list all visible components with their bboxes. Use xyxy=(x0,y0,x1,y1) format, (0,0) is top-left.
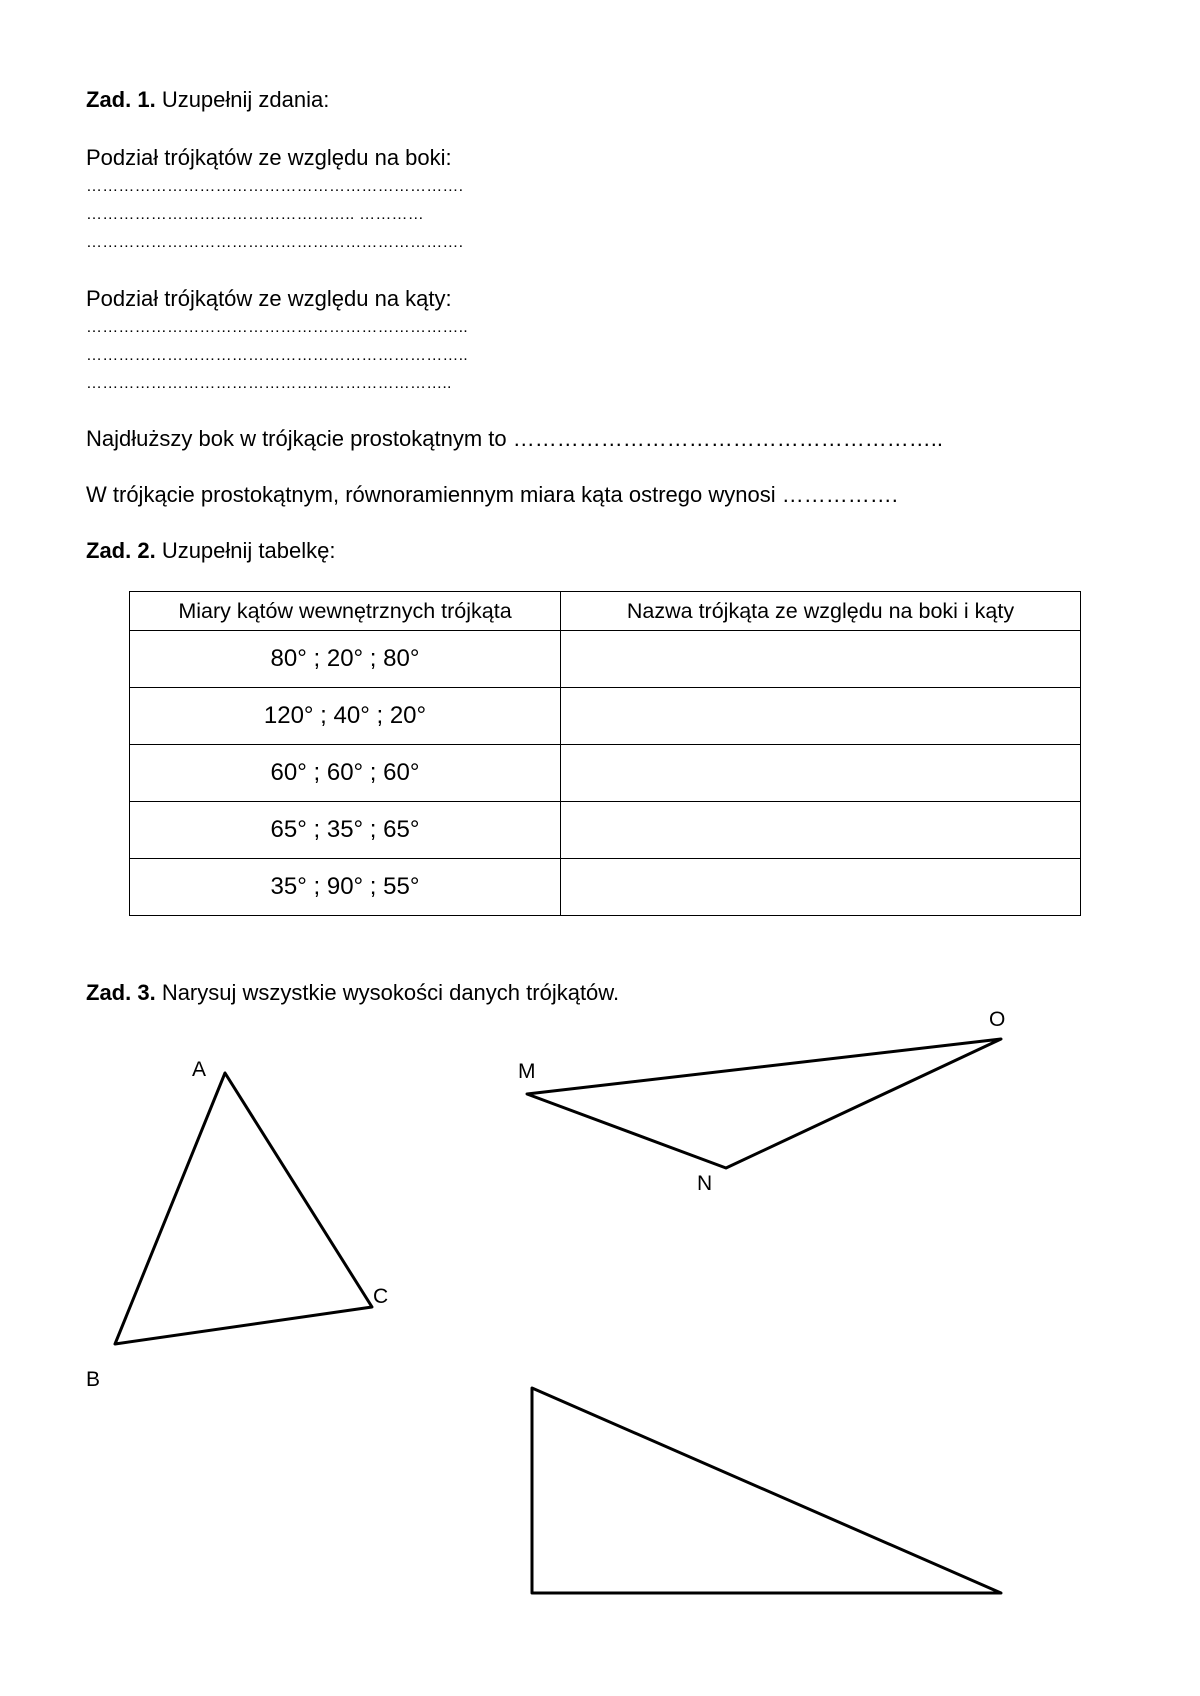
name-column-header: Nazwa trójkąta ze względu na boki i kąty xyxy=(561,592,1081,631)
angles-cell: 120° ; 40° ; 20° xyxy=(130,688,561,745)
angles-cell: 35° ; 90° ; 55° xyxy=(130,859,561,916)
vertex-label-n: N xyxy=(697,1172,713,1195)
task2-number: Zad. 2. xyxy=(86,538,156,563)
angles-cell: 65° ; 35° ; 65° xyxy=(130,802,561,859)
vertex-label-m: M xyxy=(518,1060,536,1083)
vertex-label-a: A xyxy=(192,1058,207,1081)
triangle-mno[interactable] xyxy=(527,1039,1001,1168)
task3-number: Zad. 3. xyxy=(86,980,156,1005)
longest-side-sentence[interactable]: Najdłuższy bok w trójkącie prostokątnym to ………………………………………………….. xyxy=(86,426,943,451)
task2-instruction: Uzupełnij tabelkę: xyxy=(161,538,336,563)
angles-question: Podział trójkątów ze względu na kąty: xyxy=(86,286,452,311)
angles-answer-line-1[interactable]: …………………………………………………………….. xyxy=(86,319,468,336)
task1-instruction: Uzupełnij zdania: xyxy=(161,87,330,112)
right-triangle[interactable] xyxy=(532,1388,1001,1593)
vertex-label-o: O xyxy=(989,1008,1006,1031)
angles-answer-line-3[interactable]: ………………………………………………………….. xyxy=(86,375,452,392)
task1-number: Zad. 1. xyxy=(86,87,156,112)
sides-answer-line-1[interactable]: ……………………………………………………………. xyxy=(86,178,464,195)
sides-answer-line-3[interactable]: ……………………………………………………………. xyxy=(86,234,464,251)
vertex-label-c: C xyxy=(373,1285,389,1308)
angles-column-header: Miary kątów wewnętrznych trójkąta xyxy=(130,592,561,631)
sides-answer-line-2[interactable]: ………………………………………….. ………… xyxy=(86,206,424,223)
sides-question: Podział trójkątów ze względu na boki: xyxy=(86,145,452,170)
angles-cell: 80° ; 20° ; 80° xyxy=(130,631,561,688)
triangle-abc[interactable] xyxy=(115,1073,372,1344)
task3-instruction: Narysuj wszystkie wysokości danych trójkątów. xyxy=(161,980,620,1005)
vertex-label-b: B xyxy=(86,1368,101,1391)
acute-angle-sentence[interactable]: W trójkącie prostokątnym, równoramiennym miara kąta ostrego wynosi ……………. xyxy=(86,482,898,507)
angles-answer-line-2[interactable]: …………………………………………………………….. xyxy=(86,347,468,364)
angles-cell: 60° ; 60° ; 60° xyxy=(130,745,561,802)
